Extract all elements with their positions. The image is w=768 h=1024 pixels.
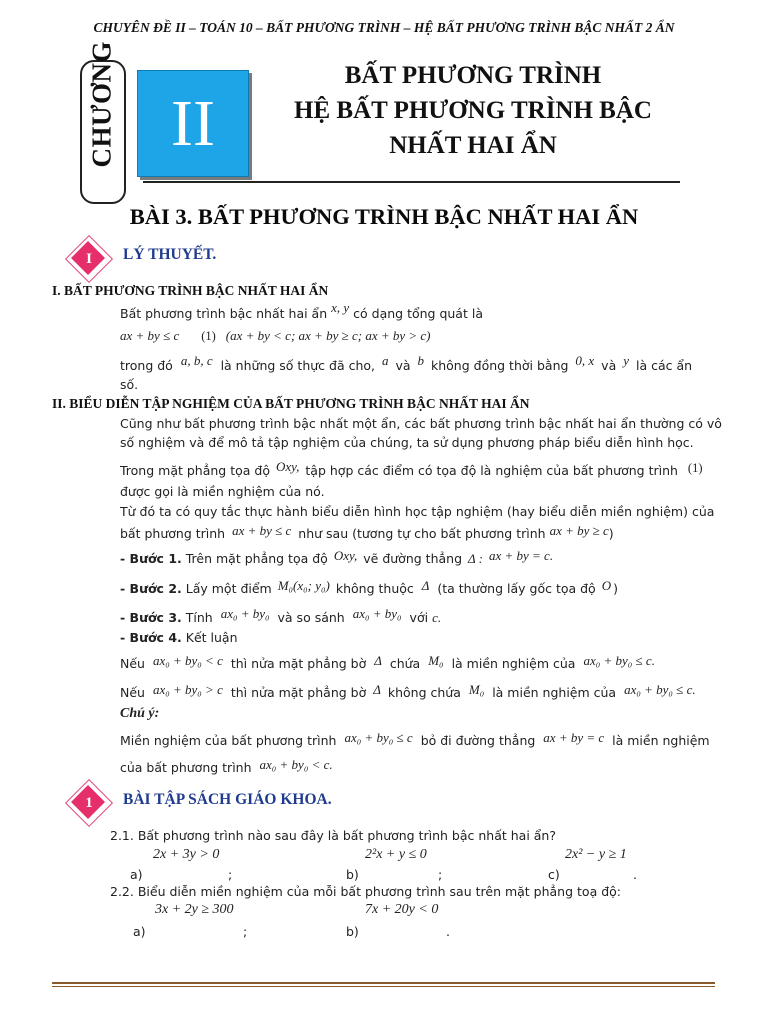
theory-badge-label: I [86, 250, 92, 267]
step-1: - Bước 1. Trên mặt phẳng tọa độ Oxy, vẽ đường thẳng Δ : ax + by = c. [120, 548, 554, 566]
sec2-para2: Trong mặt phẳng tọa độ Oxy, tập hợp các điểm có tọa độ là nghiệm của bất phương trình (1) [120, 459, 703, 478]
exercise-2-2-label-a: a) [133, 924, 146, 939]
footer-rule [52, 982, 715, 984]
chapter-title-line-3: NHẤT HAI ẨN [389, 132, 557, 159]
conclusion-2: Nếu ax₀ + by₀ > c thì nửa mặt phẳng bờ Δ không chứa M₀ là miền nghiệm của ax₀ + by₀ ≤ c. [120, 682, 696, 700]
note-line-2: của bất phương trình ax₀ + by₀ < c. [120, 757, 333, 775]
exercise-2-2-option-a: 3x + 2y ≥ 300 [155, 902, 234, 917]
step-4: - Bước 4. Kết luận [120, 630, 238, 645]
sec2-para1: Cũng như bất phương trình bậc nhất một ẩn, các bất phương trình bậc nhất hai ẩn thường có vô [120, 416, 722, 431]
exercise-2-1-question: 2.1. Bất phương trình nào sau đây là bất phương trình bậc nhất hai ẩn? [110, 828, 556, 843]
sec1-para2: trong đó a, b, c là những số thực đã cho, a và b không đồng thời bằng 0, x và y là các ẩn [120, 353, 693, 373]
sec1-para2-end: số. [120, 377, 139, 392]
note-label: Chú ý: [120, 706, 160, 721]
exercise-2-1-label-a: a) [130, 867, 143, 882]
section-1-heading: I. BẤT PHƯƠNG TRÌNH BẬC NHẤT HAI ẨN [52, 283, 329, 298]
section-2-heading: II. BIỂU DIỄN TẬP NGHIỆM CỦA BẤT PHƯƠNG TRÌNH BẬC NHẤT HAI ẨN [52, 396, 530, 411]
footer-rule-thin [52, 986, 715, 987]
lesson-title: BÀI 3. BẤT PHƯƠNG TRÌNH BẬC NHẤT HAI ẨN [129, 204, 639, 229]
exercise-2-1-option-b: 2²x + y ≤ 0 [365, 847, 427, 862]
sec1-equation [120, 328, 431, 344]
exercise-2-2-label-b: b) [346, 924, 359, 939]
sec2-para3: Từ đó ta có quy tắc thực hành biểu diễn hình học tập nghiệm (hay biểu diễn miền nghiệm) của [120, 504, 715, 519]
chapter-title-line-1: BẤT PHƯƠNG TRÌNH [344, 62, 602, 89]
exercise-2-1-option-c: 2x² − y ≥ 1 [565, 847, 627, 862]
chapter-title-line-2: HỆ BẤT PHƯƠNG TRÌNH BẬC [294, 97, 652, 124]
exercise-2-1-end: . [633, 867, 637, 882]
chapter-number-box [137, 70, 249, 177]
exercise-2-2-question: 2.2. Biểu diễn miền nghiệm của mỗi bất phương trình sau trên mặt phẳng toạ độ: [110, 884, 621, 899]
title-divider [143, 181, 680, 183]
sec2-para1b: số nghiệm và để mô tả tập nghiệm của chúng, ta sử dụng phương pháp biểu diễn hình học. [120, 435, 694, 450]
exercise-2-1-sep-2: ; [438, 867, 443, 882]
exercise-2-1-label-b: b) [346, 867, 359, 882]
exercise-2-1-option-a: 2x + 3y > 0 [153, 847, 220, 862]
exercise-2-2-option-b: 7x + 20y < 0 [365, 902, 439, 917]
eq-number: (1) [201, 329, 216, 343]
eq-alternatives: (ax + by < c; ax + by ≥ c; ax + by > c) [225, 328, 431, 343]
exercises-badge-label: 1 [85, 794, 93, 811]
note-line-1: Miền nghiệm của bất phương trình ax₀ + by₀ ≤ c bỏ đi đường thẳng ax + by = c là miền nghiệm [120, 730, 710, 748]
eq-main: ax + by ≤ c [120, 328, 180, 343]
exercise-2-1-sep-1: ; [228, 867, 233, 882]
theory-badge [66, 236, 112, 282]
chapter-number: II [171, 86, 215, 160]
sec2-para3b: bất phương trình ax + by ≤ c như sau (tương tự cho bất phương trình ax + by ≥ c) [120, 523, 614, 541]
step-2: - Bước 2. Lấy một điểm M₀(x₀; y₀) không thuộc Δ (ta thường lấy gốc tọa độ O ) [120, 578, 618, 596]
step-3: - Bước 3. Tính ax₀ + by₀ và so sánh ax₀ + by₀ với c. [120, 606, 442, 625]
sec1-para1: Bất phương trình bậc nhất hai ẩn x, y có dạng tổng quát là [120, 300, 483, 321]
exercises-heading: BÀI TẬP SÁCH GIÁO KHOA. [123, 791, 332, 808]
conclusion-1: Nếu ax₀ + by₀ < c thì nửa mặt phẳng bờ Δ chứa M₀ là miền nghiệm của ax₀ + by₀ ≤ c. [120, 653, 655, 671]
exercises-badge [66, 780, 112, 826]
exercise-2-2-end: . [446, 924, 450, 939]
theory-heading: LÝ THUYẾT. [123, 246, 217, 263]
exercise-2-2-sep-1: ; [243, 924, 248, 939]
exercise-2-1-label-c: c) [548, 867, 560, 882]
chapter-label: CHƯƠNG [86, 41, 117, 168]
page-header: CHUYÊN ĐỀ II – TOÁN 10 – BẤT PHƯƠNG TRÌNH – HỆ BẤT PHƯƠNG TRÌNH BẬC NHẤT 2 ẨN [93, 20, 675, 35]
sec2-para2c: được gọi là miền nghiệm của nó. [120, 484, 325, 499]
